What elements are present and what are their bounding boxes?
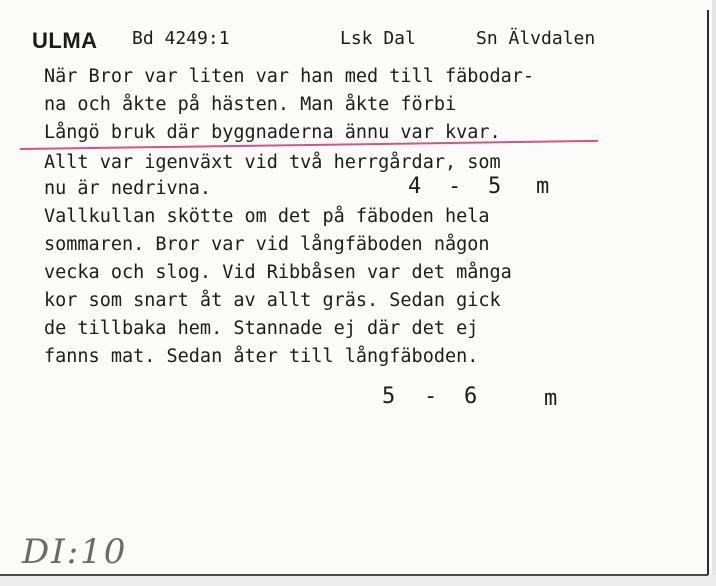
text-line: Långö bruk där byggnaderna ännu var kvar.	[44, 122, 501, 143]
text-line: kor som snart åt av allt gräs. Sedan gick	[44, 290, 501, 311]
card-bottom-shadow	[0, 575, 716, 586]
measurement-unit: m	[544, 386, 558, 411]
text-line: sommaren. Bror var vid långfäboden någon	[44, 234, 490, 255]
text-line: vecka och slog. Vid Ribbåsen var det många	[44, 262, 512, 283]
text-line: Allt var igenväxt vid två herrgårdar, som	[44, 152, 501, 173]
card-right-border	[707, 10, 709, 586]
measurement-to: 5	[488, 174, 502, 199]
measurement-unit: m	[536, 174, 550, 199]
measurement-dash: -	[424, 384, 438, 409]
measurement-to: 6	[464, 384, 478, 409]
text-line: na och åkte på hästen. Man åkte förbi	[44, 94, 457, 115]
card-edge-shadow	[712, 0, 716, 586]
province-label: Lsk Dal	[340, 28, 416, 49]
text-line: de tillbaka hem. Stannade ej där det ej	[44, 318, 479, 339]
record-reference: Bd 4249:1	[132, 28, 230, 49]
text-line: fanns mat. Sedan åter till långfäboden.	[44, 346, 479, 367]
handwritten-signature: DI:10	[22, 532, 128, 572]
measurement-from: 4	[408, 174, 422, 199]
archive-name: ULMA	[32, 28, 98, 53]
text-line: Vallkullan skötte om det på fäboden hela	[44, 206, 490, 227]
measurement-dash: -	[448, 174, 462, 199]
text-line: När Bror var liten var han med till fäbodar-	[44, 66, 535, 87]
text-line: nu är nedrivna.	[44, 178, 212, 199]
measurement-from: 5	[382, 384, 396, 409]
parish-label: Sn Älvdalen	[476, 28, 596, 49]
card-bottom-border	[0, 574, 708, 576]
